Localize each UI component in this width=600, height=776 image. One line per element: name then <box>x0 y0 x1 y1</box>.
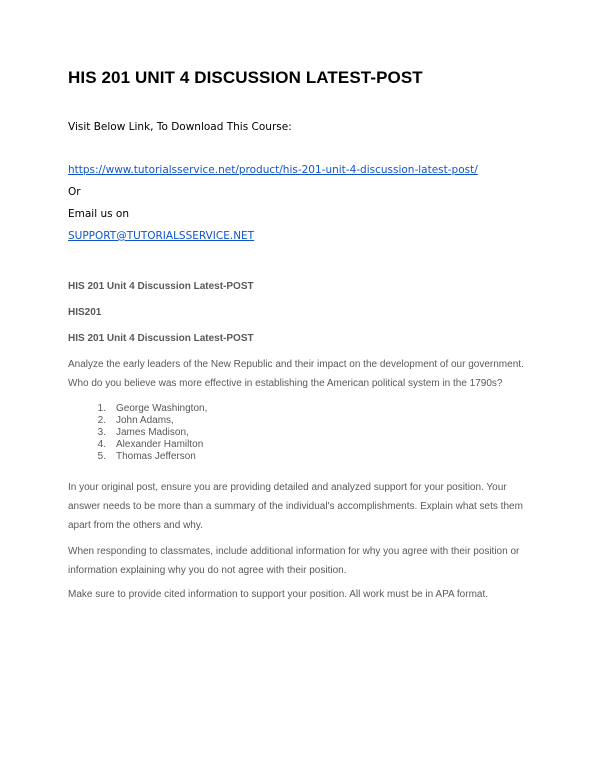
responding-instructions: When responding to classmates, include additional information for why you agree with their position or information explaining why you do not agree with their position. <box>68 546 520 576</box>
original-post-instructions: In your original post, ensure you are providing detailed and analyzed support for your position. Your answer needs to be more than a summary of the individual's accomplishments. Explain what sets them apart from the others and why. <box>68 482 523 531</box>
course-code: HIS201 <box>68 307 102 318</box>
support-email-link[interactable]: SUPPORT@TUTORIALSSERVICE.NET <box>68 230 255 242</box>
section-heading-1: HIS 201 Unit 4 Discussion Latest-POST <box>68 281 254 292</box>
leaders-list <box>68 403 207 463</box>
page-title: HIS 201 UNIT 4 DISCUSSION LATEST-POST <box>68 68 423 87</box>
course-download-link[interactable]: https://www.tutorialsservice.net/product/his-201-unit-4-discussion-latest-post/ <box>68 164 478 176</box>
section-heading-2: HIS 201 Unit 4 Discussion Latest-POST <box>68 333 254 344</box>
email-link-line <box>68 230 254 242</box>
email-label: Email us on <box>68 208 130 220</box>
discussion-prompt: Analyze the early leaders of the New Republic and their impact on the development of our government. Who do you believe was more effective in establishing the American political system in the 1790s? <box>68 359 524 389</box>
list-item: 5. Thomas Jefferson <box>97 451 196 462</box>
list-item: 4. Alexander Hamilton <box>97 439 204 450</box>
list-item: 1. George Washington, <box>97 403 208 414</box>
list-item: 2. John Adams, <box>97 415 174 426</box>
download-instruction: Visit Below Link, To Download This Course: <box>68 121 292 133</box>
list-item: 3. James Madison, <box>97 427 189 438</box>
citation-instructions: Make sure to provide cited information to support your position. All work must be in APA format. <box>68 589 489 600</box>
course-link-line <box>68 164 478 176</box>
or-text: Or <box>68 186 81 198</box>
